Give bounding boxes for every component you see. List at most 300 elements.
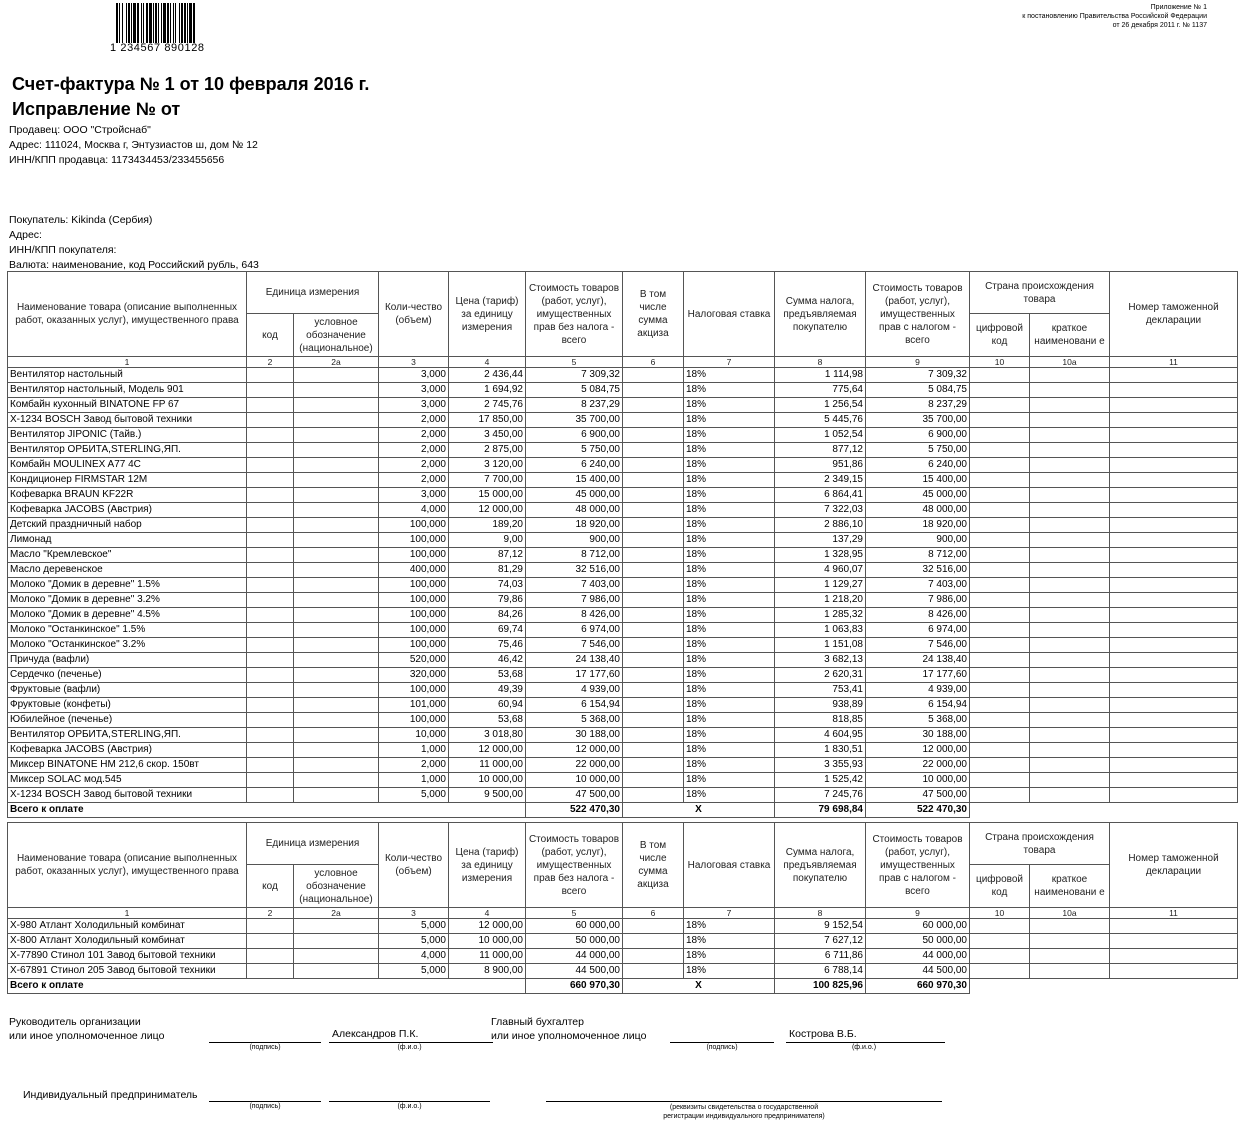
col-number: 2а: [294, 908, 379, 919]
table-row: [8, 623, 1238, 638]
head-name-caption: (ф.и.о.): [397, 1044, 422, 1051]
col-number: 11: [1110, 357, 1238, 368]
quantity: 100,000: [379, 608, 449, 623]
cost-with-tax: 35 700,00: [866, 413, 970, 428]
table-body: [8, 368, 1238, 803]
appendix-line-1: Приложение № 1: [1150, 4, 1207, 11]
country-name: [1030, 949, 1110, 964]
table-row: [8, 578, 1238, 593]
country-name: [1030, 743, 1110, 758]
head-label: [9, 1015, 164, 1043]
col-number: 4: [449, 908, 526, 919]
excise: [623, 533, 684, 548]
tax-rate: 18%: [684, 668, 775, 683]
tax-rate: 18%: [684, 458, 775, 473]
item-name: Вентилятор ОРБИТА,STERLING,ЯП.: [8, 728, 247, 743]
country-code: [970, 428, 1030, 443]
col-name-header: Наименование товара (описание выполненных работ, оказанных услуг), имущественного права: [8, 823, 247, 908]
unit-name: [294, 398, 379, 413]
seller-address: Адрес: 111024, Москва г, Энтузиастов ш, дом № 12: [9, 139, 258, 151]
quantity: 100,000: [379, 593, 449, 608]
country-code: [970, 949, 1030, 964]
quantity: 10,000: [379, 728, 449, 743]
col-number: 1: [8, 908, 247, 919]
country-name: [1030, 563, 1110, 578]
table-row: [8, 934, 1238, 949]
tax-amount: 137,29: [775, 533, 866, 548]
country-code: [970, 728, 1030, 743]
customs-number: [1110, 398, 1238, 413]
country-code: [970, 383, 1030, 398]
excise: [623, 653, 684, 668]
cost-with-tax: 24 138,40: [866, 653, 970, 668]
col-customs-header: Номер таможенной декларации: [1110, 823, 1238, 908]
tax-rate: 18%: [684, 949, 775, 964]
cost-no-tax: 10 000,00: [526, 773, 623, 788]
country-name: [1030, 623, 1110, 638]
unit-code: [247, 608, 294, 623]
unit-name: [294, 773, 379, 788]
excise: [623, 919, 684, 934]
excise: [623, 728, 684, 743]
quantity: 1,000: [379, 773, 449, 788]
cost-no-tax: 7 403,00: [526, 578, 623, 593]
country-code: [970, 488, 1030, 503]
table-row: [8, 698, 1238, 713]
item-name: Кофеварка JACOBS (Австрия): [8, 743, 247, 758]
unit-name: [294, 623, 379, 638]
tax-amount: 951,86: [775, 458, 866, 473]
total-empty: [970, 979, 1238, 994]
price: 3 018,80: [449, 728, 526, 743]
quantity: 100,000: [379, 638, 449, 653]
cost-with-tax: 10 000,00: [866, 773, 970, 788]
accountant-label-line-2: или иное уполномоченное лицо: [491, 1030, 647, 1042]
table-row: [8, 473, 1238, 488]
item-name: Молоко "Домик в деревне" 1.5%: [8, 578, 247, 593]
cost-with-tax: 45 000,00: [866, 488, 970, 503]
quantity: 5,000: [379, 934, 449, 949]
tax-amount: 1 052,54: [775, 428, 866, 443]
excise: [623, 473, 684, 488]
unit-code: [247, 443, 294, 458]
unit-code: [247, 728, 294, 743]
item-name: Вентилятор настольный, Модель 901: [8, 383, 247, 398]
country-name: [1030, 368, 1110, 383]
unit-code: [247, 488, 294, 503]
country-code: [970, 653, 1030, 668]
unit-name: [294, 919, 379, 934]
tax-amount: 3 682,13: [775, 653, 866, 668]
unit-code: [247, 683, 294, 698]
table-total: [8, 979, 1238, 994]
total-cost: 522 470,30: [526, 803, 623, 818]
cost-with-tax: 47 500,00: [866, 788, 970, 803]
total-tax: 100 825,96: [775, 979, 866, 994]
tax-rate: 18%: [684, 518, 775, 533]
price: 11 000,00: [449, 758, 526, 773]
excise: [623, 949, 684, 964]
excise: [623, 788, 684, 803]
accountant-signature-caption: (подпись): [706, 1044, 738, 1051]
country-code: [970, 683, 1030, 698]
item-name: X-77890 Стинол 101 Завод бытовой техники: [8, 949, 247, 964]
buyer-inn: ИНН/КПП покупателя:: [9, 244, 117, 256]
unit-code: [247, 743, 294, 758]
customs-number: [1110, 413, 1238, 428]
tax-rate: 18%: [684, 743, 775, 758]
country-code: [970, 458, 1030, 473]
tax-amount: 818,85: [775, 713, 866, 728]
unit-code: [247, 458, 294, 473]
quantity: 100,000: [379, 578, 449, 593]
cost-no-tax: 30 188,00: [526, 728, 623, 743]
seller-inn: ИНН/КПП продавца: 1173434453/233455656: [9, 154, 225, 166]
col-qty-header: Коли-чество (объем): [379, 823, 449, 908]
quantity: 320,000: [379, 668, 449, 683]
table-row: [8, 488, 1238, 503]
price: 49,39: [449, 683, 526, 698]
country-code: [970, 934, 1030, 949]
unit-name: [294, 934, 379, 949]
item-name: Комбайн кухонный BINATONE FP 67: [8, 398, 247, 413]
col-number: 3: [379, 357, 449, 368]
col-number: 4: [449, 357, 526, 368]
price: 12 000,00: [449, 919, 526, 934]
cost-no-tax: 45 000,00: [526, 488, 623, 503]
customs-number: [1110, 488, 1238, 503]
country-name: [1030, 919, 1110, 934]
country-code: [970, 919, 1030, 934]
excise: [623, 608, 684, 623]
quantity: 2,000: [379, 758, 449, 773]
entrepreneur-signature-line: [209, 1087, 321, 1102]
tax-amount: 6 864,41: [775, 488, 866, 503]
tax-rate: 18%: [684, 638, 775, 653]
col-country-code-header: цифровой код: [970, 314, 1030, 357]
unit-code: [247, 548, 294, 563]
col-number: 10а: [1030, 908, 1110, 919]
price: 46,42: [449, 653, 526, 668]
tax-amount: 1 063,83: [775, 623, 866, 638]
country-code: [970, 698, 1030, 713]
tax-rate: 18%: [684, 488, 775, 503]
col-rate-header: Налоговая ставка: [684, 823, 775, 908]
customs-number: [1110, 428, 1238, 443]
tax-rate: 18%: [684, 563, 775, 578]
item-name: Кофеварка BRAUN KF22R: [8, 488, 247, 503]
tax-amount: 5 445,76: [775, 413, 866, 428]
excise: [623, 443, 684, 458]
unit-name: [294, 964, 379, 979]
excise: [623, 548, 684, 563]
unit-code: [247, 503, 294, 518]
quantity: 100,000: [379, 533, 449, 548]
tax-rate: 18%: [684, 713, 775, 728]
quantity: 5,000: [379, 964, 449, 979]
total-cost: 660 970,30: [526, 979, 623, 994]
entrepreneur-label: Индивидуальный предприниматель: [23, 1089, 198, 1101]
tax-rate: 18%: [684, 578, 775, 593]
item-name: Юбилейное (печенье): [8, 713, 247, 728]
col-number: 2: [247, 908, 294, 919]
item-name: Фруктовые (вафли): [8, 683, 247, 698]
cost-with-tax: 18 920,00: [866, 518, 970, 533]
col-number: 7: [684, 908, 775, 919]
accountant-label-line-1: Главный бухгалтер: [491, 1016, 584, 1028]
customs-number: [1110, 383, 1238, 398]
col-number: 5: [526, 908, 623, 919]
unit-code: [247, 668, 294, 683]
price: 81,29: [449, 563, 526, 578]
quantity: 100,000: [379, 713, 449, 728]
col-price-header: Цена (тариф) за единицу измерения: [449, 272, 526, 357]
excise: [623, 638, 684, 653]
cost-with-tax: 50 000,00: [866, 934, 970, 949]
registration-caption: [546, 1103, 942, 1121]
country-code: [970, 443, 1030, 458]
item-name: X-1234 BOSCH Завод бытовой техники: [8, 788, 247, 803]
country-name: [1030, 413, 1110, 428]
item-name: Причуда (вафли): [8, 653, 247, 668]
country-name: [1030, 683, 1110, 698]
cost-no-tax: 17 177,60: [526, 668, 623, 683]
price: 10 000,00: [449, 773, 526, 788]
excise: [623, 964, 684, 979]
country-name: [1030, 473, 1110, 488]
customs-number: [1110, 949, 1238, 964]
customs-number: [1110, 934, 1238, 949]
excise: [623, 593, 684, 608]
unit-name: [294, 683, 379, 698]
col-customs-header: Номер таможенной декларации: [1110, 272, 1238, 357]
seller-name: Продавец: ООО "Стройснаб": [9, 124, 151, 136]
total-empty: [970, 803, 1238, 818]
customs-number: [1110, 773, 1238, 788]
country-code: [970, 608, 1030, 623]
unit-name: [294, 443, 379, 458]
customs-number: [1110, 683, 1238, 698]
country-name: [1030, 698, 1110, 713]
quantity: 520,000: [379, 653, 449, 668]
total-with-tax: 660 970,30: [866, 979, 970, 994]
col-unit-code-header: код: [247, 314, 294, 357]
cost-no-tax: 22 000,00: [526, 758, 623, 773]
table-row: [8, 638, 1238, 653]
col-excise-header: В том числе сумма акциза: [623, 272, 684, 357]
invoice-table-1: [7, 271, 1238, 818]
entrepreneur-name-caption: (ф.и.о.): [397, 1103, 422, 1110]
price: 15 000,00: [449, 488, 526, 503]
item-name: Кофеварка JACOBS (Австрия): [8, 503, 247, 518]
tax-amount: 7 322,03: [775, 503, 866, 518]
price: 79,86: [449, 593, 526, 608]
customs-number: [1110, 518, 1238, 533]
col-cost-header: Стоимость товаров (работ, услуг), имущественных прав без налога - всего: [526, 823, 623, 908]
unit-name: [294, 488, 379, 503]
cost-with-tax: 6 240,00: [866, 458, 970, 473]
country-code: [970, 533, 1030, 548]
customs-number: [1110, 623, 1238, 638]
tax-amount: 1 256,54: [775, 398, 866, 413]
col-unit-header: Единица измерения: [247, 272, 379, 314]
head-label-line-2: или иное уполномоченное лицо: [9, 1030, 165, 1042]
tax-rate: 18%: [684, 788, 775, 803]
cost-with-tax: 5 084,75: [866, 383, 970, 398]
col-excise-header: В том числе сумма акциза: [623, 823, 684, 908]
unit-code: [247, 413, 294, 428]
price: 17 850,00: [449, 413, 526, 428]
unit-name: [294, 728, 379, 743]
excise: [623, 743, 684, 758]
unit-name: [294, 758, 379, 773]
tax-rate: 18%: [684, 608, 775, 623]
col-country-name-header: краткое наименовани е: [1030, 314, 1110, 357]
excise: [623, 668, 684, 683]
cost-with-tax: 8 712,00: [866, 548, 970, 563]
cost-no-tax: 8 426,00: [526, 608, 623, 623]
customs-number: [1110, 743, 1238, 758]
price: 75,46: [449, 638, 526, 653]
tax-amount: 1 285,32: [775, 608, 866, 623]
country-name: [1030, 773, 1110, 788]
customs-number: [1110, 788, 1238, 803]
table-row: [8, 563, 1238, 578]
table-row: [8, 683, 1238, 698]
cost-with-tax: 17 177,60: [866, 668, 970, 683]
accountant-name-caption: (ф.и.о.): [851, 1044, 877, 1051]
price: 74,03: [449, 578, 526, 593]
country-name: [1030, 533, 1110, 548]
country-name: [1030, 964, 1110, 979]
unit-name: [294, 698, 379, 713]
tax-rate: 18%: [684, 413, 775, 428]
customs-number: [1110, 503, 1238, 518]
tax-rate: 18%: [684, 548, 775, 563]
unit-name: [294, 503, 379, 518]
country-code: [970, 758, 1030, 773]
country-code: [970, 413, 1030, 428]
table-row: [8, 518, 1238, 533]
tax-amount: 1 830,51: [775, 743, 866, 758]
tax-amount: 6 711,86: [775, 949, 866, 964]
tax-amount: 4 604,95: [775, 728, 866, 743]
table-row: [8, 428, 1238, 443]
quantity: 101,000: [379, 698, 449, 713]
unit-name: [294, 458, 379, 473]
customs-number: [1110, 593, 1238, 608]
col-unit-code-header: код: [247, 865, 294, 908]
cost-no-tax: 900,00: [526, 533, 623, 548]
country-name: [1030, 593, 1110, 608]
quantity: 5,000: [379, 919, 449, 934]
unit-code: [247, 713, 294, 728]
col-number: 9: [866, 908, 970, 919]
tax-rate: 18%: [684, 533, 775, 548]
quantity: 100,000: [379, 548, 449, 563]
customs-number: [1110, 473, 1238, 488]
col-country-header: Страна происхождения товара: [970, 272, 1110, 314]
customs-number: [1110, 548, 1238, 563]
quantity: 2,000: [379, 473, 449, 488]
item-name: X-67891 Стинол 205 Завод бытовой техники: [8, 964, 247, 979]
unit-code: [247, 653, 294, 668]
buyer-name: Покупатель: Kikinda (Сербия): [9, 214, 153, 226]
col-unit-name-header: условное обозначение (национальное): [294, 314, 379, 357]
unit-name: [294, 368, 379, 383]
unit-code: [247, 698, 294, 713]
item-name: Вентилятор JIPONIC (Тайв.): [8, 428, 247, 443]
cost-with-tax: 4 939,00: [866, 683, 970, 698]
col-number: 7: [684, 357, 775, 368]
invoice-table-2: [7, 822, 1238, 994]
col-name-header: Наименование товара (описание выполненных работ, оказанных услуг), имущественного права: [8, 272, 247, 357]
customs-number: [1110, 758, 1238, 773]
unit-name: [294, 593, 379, 608]
country-code: [970, 743, 1030, 758]
excise: [623, 428, 684, 443]
cost-no-tax: 35 700,00: [526, 413, 623, 428]
excise: [623, 773, 684, 788]
cost-no-tax: 44 000,00: [526, 949, 623, 964]
col-total-header: Стоимость товаров (работ, услуг), имущественных прав с налогом - всего: [866, 823, 970, 908]
table-header: [8, 272, 1238, 368]
cost-no-tax: 5 084,75: [526, 383, 623, 398]
cost-with-tax: 5 368,00: [866, 713, 970, 728]
price: 8 900,00: [449, 964, 526, 979]
tax-amount: 2 349,15: [775, 473, 866, 488]
country-name: [1030, 728, 1110, 743]
item-name: Детский праздничный набор: [8, 518, 247, 533]
country-code: [970, 578, 1030, 593]
customs-number: [1110, 443, 1238, 458]
cost-with-tax: 8 237,29: [866, 398, 970, 413]
quantity: 3,000: [379, 383, 449, 398]
country-code: [970, 563, 1030, 578]
total-with-tax: 522 470,30: [866, 803, 970, 818]
unit-name: [294, 713, 379, 728]
country-code: [970, 713, 1030, 728]
item-name: Молоко "Домик в деревне" 3.2%: [8, 593, 247, 608]
unit-code: [247, 964, 294, 979]
tax-rate: 18%: [684, 683, 775, 698]
tax-rate: 18%: [684, 428, 775, 443]
table-row: [8, 964, 1238, 979]
table-row: [8, 713, 1238, 728]
tax-rate: 18%: [684, 623, 775, 638]
unit-name: [294, 473, 379, 488]
tax-rate: 18%: [684, 934, 775, 949]
customs-number: [1110, 368, 1238, 383]
country-code: [970, 668, 1030, 683]
tax-rate: 18%: [684, 383, 775, 398]
accountant-label: [491, 1015, 646, 1043]
customs-number: [1110, 578, 1238, 593]
price: 9,00: [449, 533, 526, 548]
unit-name: [294, 518, 379, 533]
tax-rate: 18%: [684, 398, 775, 413]
tax-amount: 1 129,27: [775, 578, 866, 593]
country-code: [970, 548, 1030, 563]
country-name: [1030, 458, 1110, 473]
price: 84,26: [449, 608, 526, 623]
cost-no-tax: 60 000,00: [526, 919, 623, 934]
unit-code: [247, 428, 294, 443]
tax-amount: 9 152,54: [775, 919, 866, 934]
quantity: 3,000: [379, 398, 449, 413]
unit-name: [294, 653, 379, 668]
cost-with-tax: 6 974,00: [866, 623, 970, 638]
